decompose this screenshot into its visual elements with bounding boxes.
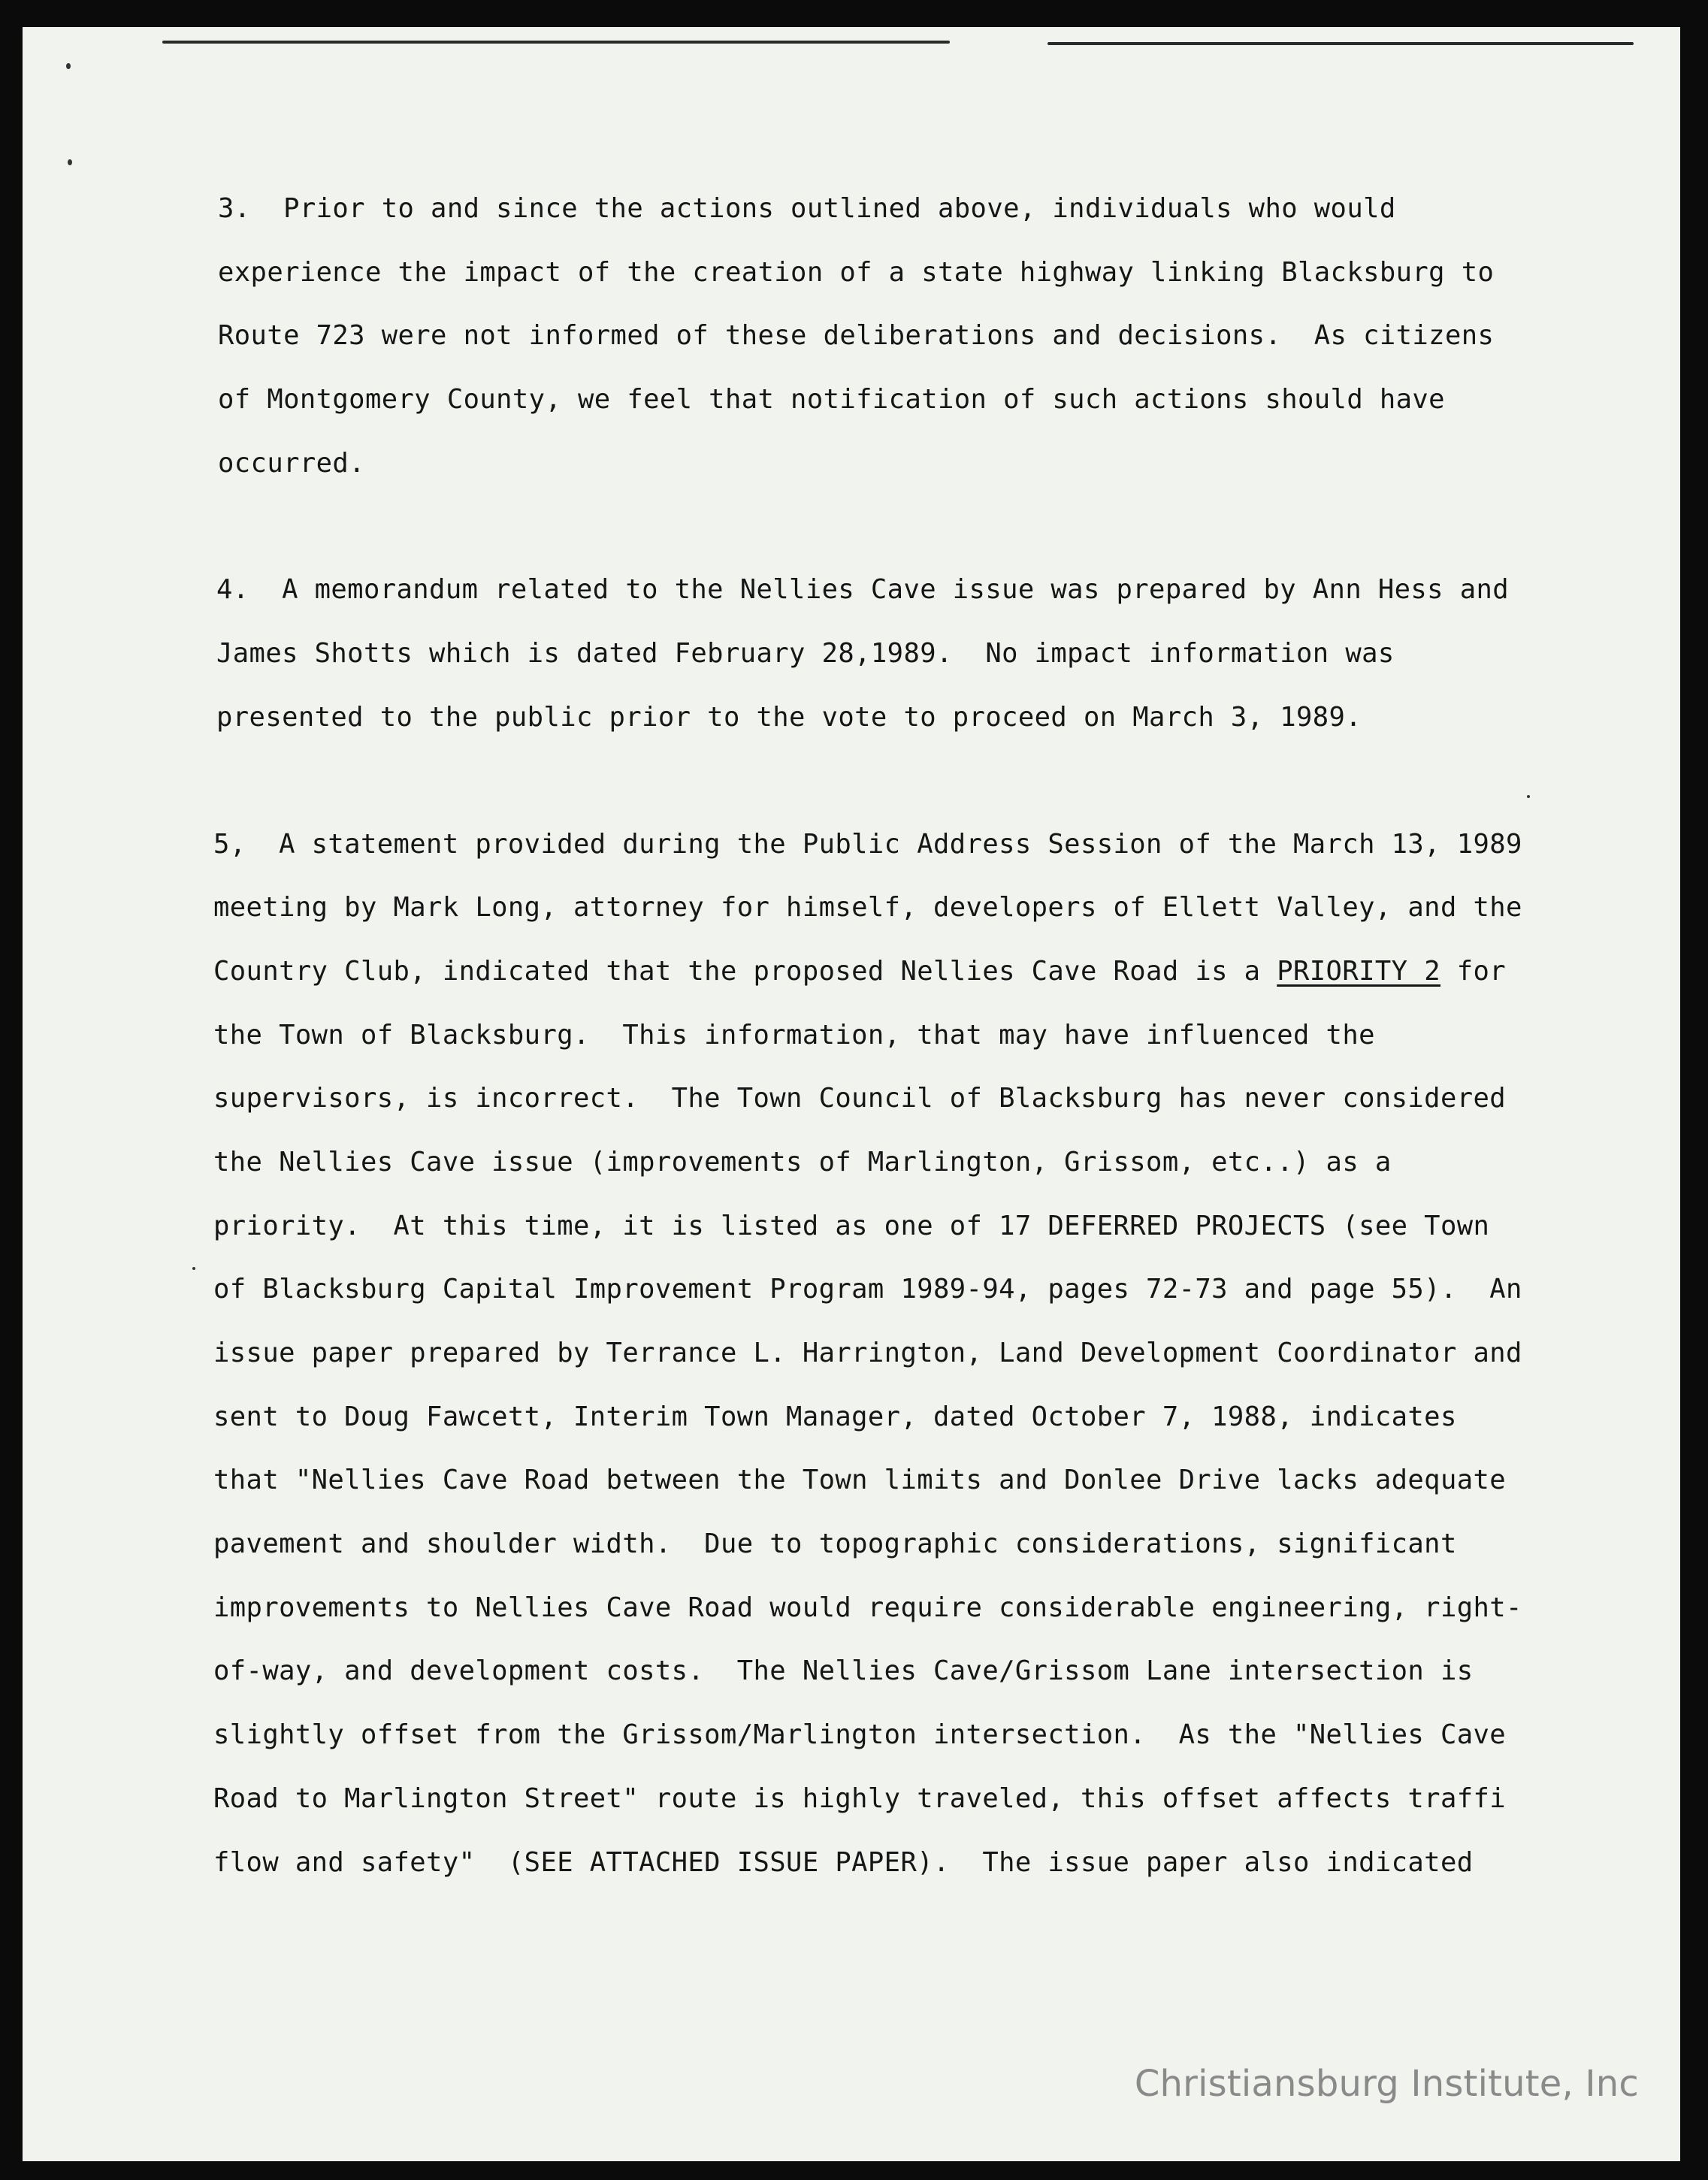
text-line: meeting by Mark Long, attorney for himself, developers of Ellett Valley, and the	[213, 892, 1522, 924]
text-line: priority. At this time, it is listed as one of 17 DEFERRED PROJECTS (see Town	[213, 1210, 1490, 1241]
scan-speck	[66, 63, 71, 69]
text-line: of-way, and development costs. The Nellies Cave/Grissom Lane intersection is	[213, 1655, 1474, 1687]
text-line: the Town of Blacksburg. This information, that may have influenced the	[213, 1019, 1375, 1051]
text-line: James Shotts which is dated February 28,1989. No impact information was	[216, 638, 1395, 670]
priority-label: PRIORITY 2	[1277, 955, 1440, 987]
text-line: pavement and shoulder width. Due to topographic considerations, significant	[213, 1528, 1457, 1560]
paragraph-5	[215, 813, 1590, 1895]
text-line: sent to Doug Fawcett, Interim Town Manager, dated October 7, 1988, indicates	[213, 1401, 1457, 1432]
text-line: 4. A memorandum related to the Nellies Cave issue was prepared by Ann Hess and	[216, 574, 1510, 606]
top-rule-right	[1047, 42, 1634, 45]
top-rule-left	[162, 41, 950, 44]
text-line: experience the impact of the creation of a state highway linking Blacksburg to	[218, 256, 1495, 288]
text-line: of Montgomery County, we feel that notification of such actions should have	[218, 384, 1445, 416]
text-line-end: for	[1440, 955, 1507, 987]
text-line: the Nellies Cave issue (improvements of Marlington, Grissom, etc..) as a	[213, 1146, 1392, 1178]
text-line: supervisors, is incorrect. The Town Council of Blacksburg has never considered	[213, 1083, 1507, 1114]
text-line: Route 723 were not informed of these deliberations and decisions. As citizens	[218, 320, 1495, 352]
text-line: flow and safety" (SEE ATTACHED ISSUE PAPER). The issue paper also indicated	[213, 1846, 1474, 1878]
scan-speck	[192, 1267, 195, 1270]
text-line: of Blacksburg Capital Improvement Program 1989-94, pages 72-73 and page 55). An	[213, 1274, 1522, 1305]
paragraph-3	[215, 177, 1590, 495]
text-line: Road to Marlington Street" route is highly traveled, this offset affects traffi	[213, 1782, 1507, 1814]
text-line: improvements to Nellies Cave Road would require considerable engineering, right-	[213, 1592, 1522, 1623]
text-line	[213, 940, 1590, 1004]
text-line: 3. Prior to and since the actions outlined above, individuals who would	[218, 193, 1396, 224]
scan-speck	[68, 159, 72, 165]
document-page	[23, 27, 1680, 2161]
text-line: presented to the public prior to the vote to proceed on March 3, 1989.	[216, 701, 1362, 733]
text-line: issue paper prepared by Terrance L. Harrington, Land Development Coordinator and	[213, 1338, 1522, 1368]
paragraph-4	[215, 558, 1590, 749]
text-line: that "Nellies Cave Road between the Town limits and Donlee Drive lacks adequate	[213, 1465, 1507, 1496]
text-line: occurred.	[218, 447, 365, 479]
text-line: slightly offset from the Grissom/Marlington intersection. As the "Nellies Cave	[213, 1719, 1507, 1751]
document-body	[215, 177, 1590, 1958]
text-line-start: Country Club, indicated that the proposed Nellies Cave Road is a	[213, 955, 1277, 987]
text-line: 5, A statement provided during the Public Address Session of the March 13, 1989	[213, 828, 1522, 860]
watermark-text: Christiansburg Institute, Inc	[1134, 2063, 1639, 2105]
